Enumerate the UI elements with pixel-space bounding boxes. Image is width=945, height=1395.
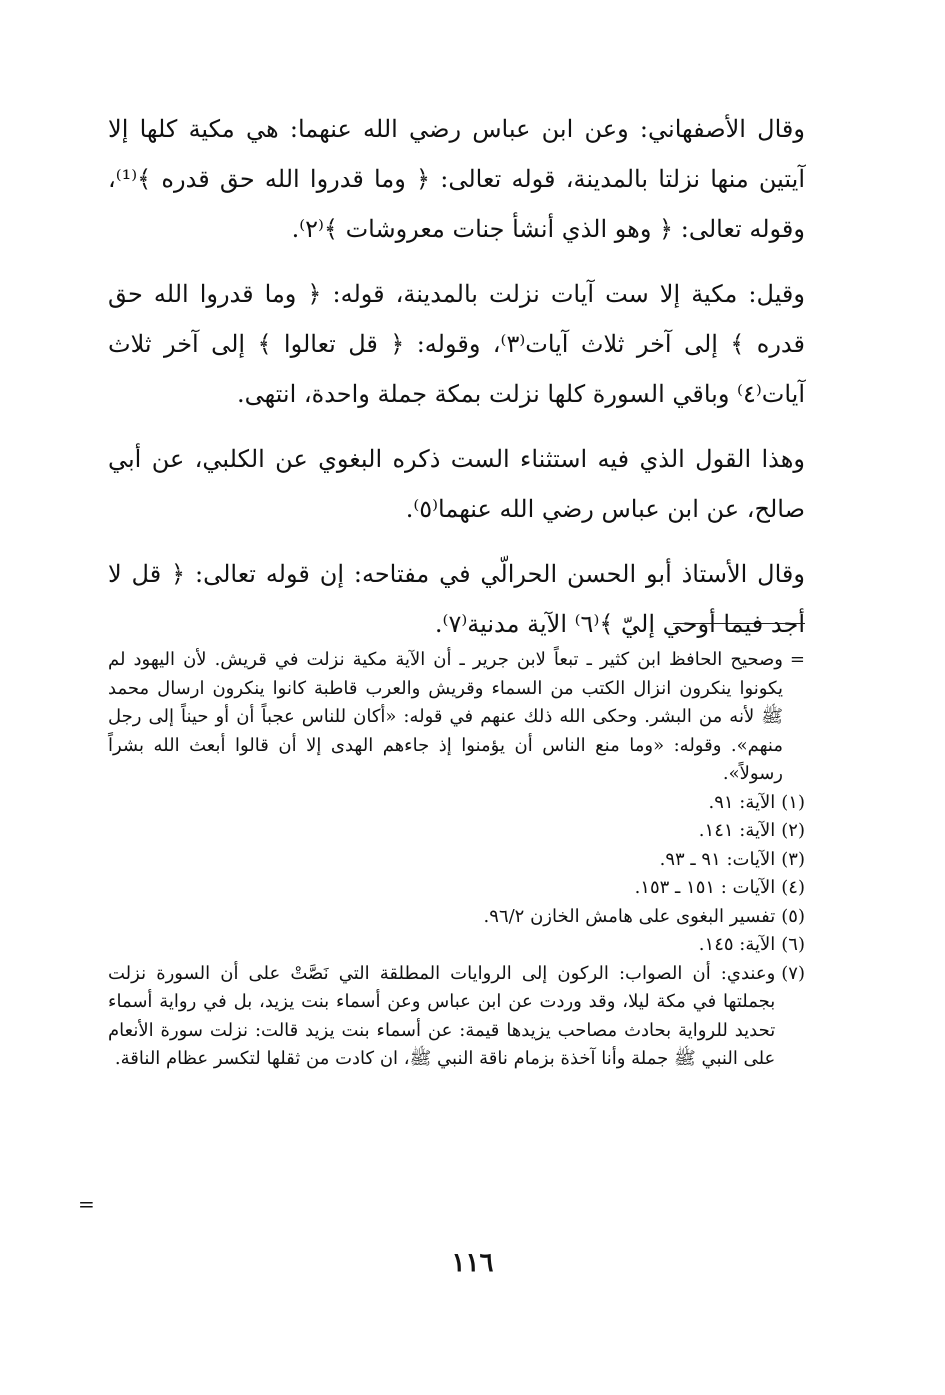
footnote-text: الآية: ٩١. xyxy=(708,791,776,813)
footnote-number: (٢) xyxy=(781,820,805,841)
footnote-2 xyxy=(108,817,805,846)
continued-footnote-text: وصحيح الحافظ ابن كثير ـ تبعاً لابن جرير ـ أن الآية مكية نزلت في قريش. لأن اليهود لم يكونوا ينكرون انزال الكتب من السماء وقريش والعرب قاطبة كانوا ينكرون ارسال محمد ﷺ لأنه من البشر. وحكى الله ذلك عنهم في قوله: «أكان للناس عجباً أن أو حيناً إلى رجل منهم». وقوله: «وما منع الناس أن يؤمنوا إذ جاءهم الهدى إلا أن قالوا أبعث الله بشراً رسولاً». xyxy=(108,649,783,784)
paragraph-1: وقال الأصفهاني: وعن ابن عباس رضي الله عنهما: هي مكية كلها إلا آيتين منها نزلتا بالمدينة، قوله تعالى: ﴿ وما قدروا الله حق قدره ﴾⁽¹⁾، وقوله تعالى: ﴿ وهو الذي أنشأ جنات معروشات ﴾⁽٢⁾. xyxy=(108,115,805,243)
footnote-text: الآيات: ٩١ ـ ٩٣. xyxy=(659,848,776,870)
footnote-6 xyxy=(108,931,805,960)
footnote-text: تفسير البغوى على هامش الخازن ٩٦/٢. xyxy=(483,905,776,927)
footnote-separator xyxy=(673,623,805,624)
main-text xyxy=(108,104,805,664)
footnote-7 xyxy=(108,960,805,1074)
footnote-text: وعندي: أن الصواب: الركون إلى الروايات المطلقة التي نَصَّتْ على أن السورة نزلت بجملتها في مكة ليلا، وقد وردت عن ابن عباس وعن أسماء بنت يزيد، بل في رواية أسماء تحديد للرواية بحادث مصاحب يزيدها قيمة: عن أسماء بنت يزيد قالت: نزلت سورة الأنعام على النبي ﷺ جملة وأنا آخذة بزمام ناقة النبي ﷺ، ان كادت من ثقلها لتكسر عظام الناقة. xyxy=(108,962,776,1069)
footnote-4 xyxy=(108,874,805,903)
paragraph-4: وقال الأستاذ أبو الحسن الحرالّي في مفتاحه: إن قوله تعالى: ﴿ قل لا أجد فيما أوحي إليّ ﴾⁽٦⁾ الآية مدنية⁽٧⁾. xyxy=(108,560,805,638)
footnote-5 xyxy=(108,903,805,932)
page-continuation-mark: = xyxy=(78,1192,95,1216)
footnote-number: (٥) xyxy=(781,905,805,927)
footnote-number: (١) xyxy=(781,791,805,813)
paragraph-2: وقيل: مكية إلا ست آيات نزلت بالمدينة، قوله: ﴿ وما قدروا الله حق قدره ﴾ إلى آخر ثلاث آيات⁽٣⁾، وقوله: ﴿ قل تعالوا ﴾ إلى آخر ثلاث آيات⁽٤⁾ وباقي السورة كلها نزلت بمكة جملة واحدة، انتهى. xyxy=(108,280,805,408)
footnotes-section xyxy=(108,646,805,1074)
continued-footnote xyxy=(108,646,805,789)
footnote-number: (٧) xyxy=(781,962,805,984)
footnote-text: الآية: ١٤٥. xyxy=(698,934,776,955)
continuation-mark: = xyxy=(789,649,805,670)
footnote-text: الآية: ١٤١. xyxy=(698,820,776,841)
footnote-3 xyxy=(108,846,805,875)
footnote-number: (٤) xyxy=(781,877,805,898)
footnote-number: (٦) xyxy=(781,934,805,955)
footnote-1 xyxy=(108,789,805,818)
footnote-text: الآيات : ١٥١ ـ ١٥٣. xyxy=(634,877,776,898)
paragraph-3: وهذا القول الذي فيه استثناء الست ذكره البغوي عن الكلبي، عن أبي صالح، عن ابن عباس رضي الله عنهما⁽٥⁾. xyxy=(108,445,805,523)
page-number: ١١٦ xyxy=(451,1248,494,1278)
footnote-number: (٣) xyxy=(781,848,805,870)
